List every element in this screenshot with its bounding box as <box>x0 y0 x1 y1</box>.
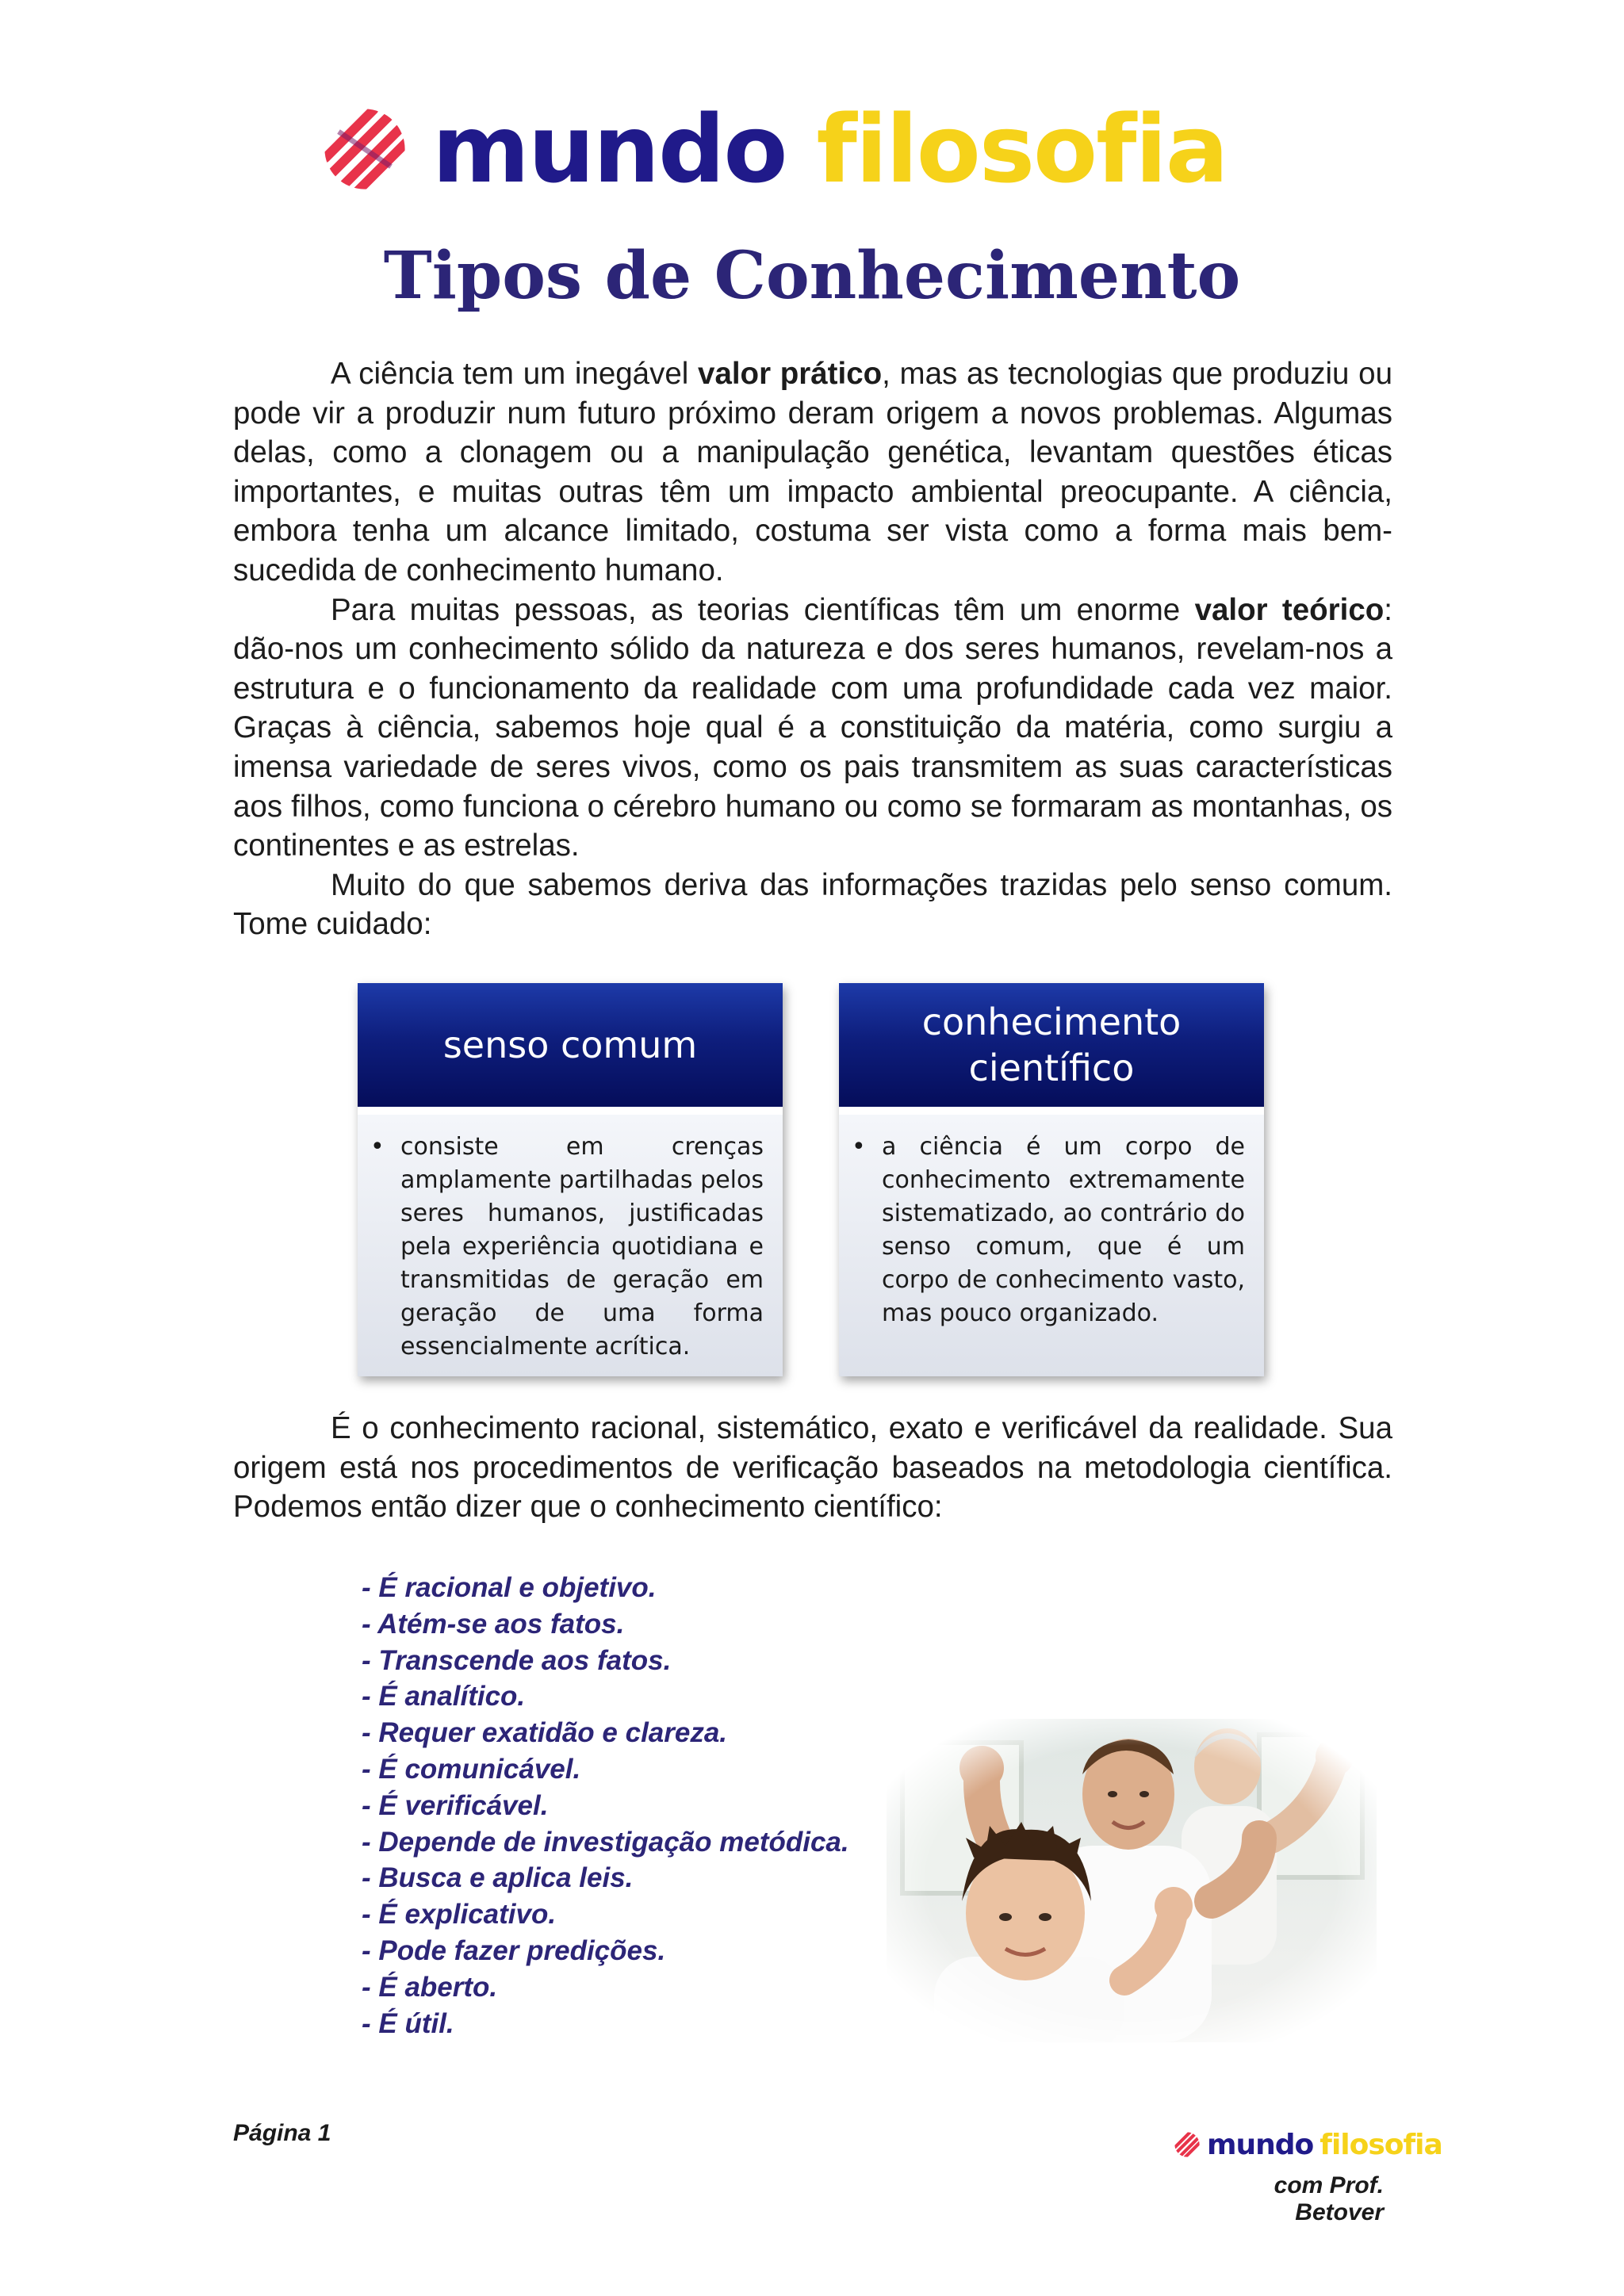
footer-credit: com Prof. Betover <box>1274 2172 1384 2225</box>
list-item: - É racional e objetivo. <box>362 1572 657 1603</box>
footer-logo-word-mundo: mundo <box>1207 2128 1314 2161</box>
logo-word-mundo: mundo <box>432 94 787 204</box>
list-item: - Requer exatidão e clareza. <box>362 1717 728 1749</box>
list-item: - Pode fazer predições. <box>362 1934 666 1966</box>
list-item: - É verificável. <box>362 1789 549 1821</box>
list-item: - É útil. <box>362 2007 454 2039</box>
scientific-knowledge-text <box>233 1409 1392 1527</box>
list-item: - Depende de investigação metódica. <box>362 1826 849 1858</box>
card-body <box>358 1115 783 1376</box>
card-senso-comum <box>358 983 783 1376</box>
traits-list <box>362 1570 849 2042</box>
paragraph-definicao: É o conhecimento racional, sistemático, exato e verificável da realidade. Sua origem está nos procedimentos de verificação baseados na metodologia científica. Podemos então dizer que o conhecimento científico: <box>233 1411 1392 1525</box>
list-item: - Transcende aos fatos. <box>362 1644 672 1676</box>
card-bullet: • a ciência é um corpo de conhecimento extremamente sistematizado, ao contrário do senso comum, que é um corpo de conhecimento vasto, mas pouco organizado. <box>871 1131 1245 1330</box>
card-body <box>839 1115 1264 1376</box>
list-item: - Atém-se aos fatos. <box>362 1608 625 1640</box>
footer-logo <box>1174 2125 1442 2164</box>
photo-illustration <box>887 1719 1377 2042</box>
list-item: - Busca e aplica leis. <box>362 1862 634 1894</box>
card-bullet: • consiste em crenças amplamente partilhadas pelos seres humanos, justificadas pela experiência quotidiana e transmitidas de geração em geração de uma forma essencialmente acrítica. <box>389 1131 764 1364</box>
bold-valor-teorico: valor teórico <box>1194 592 1385 627</box>
family-flexing-photo <box>887 1719 1377 2042</box>
list-item: - É comunicável. <box>362 1753 581 1785</box>
list-item: - É explicativo. <box>362 1899 557 1931</box>
card-title: conhecimento científico <box>839 983 1264 1107</box>
list-item: - É aberto. <box>362 1971 498 2003</box>
header-logo <box>321 94 1304 205</box>
bold-valor-pratico: valor prático <box>698 357 883 391</box>
page-title: Tipos de Conhecimento <box>383 238 1241 314</box>
logo-word-filosofia: filosofia <box>816 94 1228 204</box>
paragraph-senso-comum: Muito do que sabemos deriva das informações trazidas pelo senso comum. Tome cuidado: <box>233 867 1392 942</box>
card-title: senso comum <box>358 983 783 1107</box>
card-conhecimento-cientifico <box>839 983 1264 1376</box>
footer-logo-word-filosofia: filosofia <box>1320 2128 1442 2161</box>
paragraph-valor-teorico: Para muitas pessoas, as teorias científicas têm um enorme valor teórico: dão-nos um conhecimento sólido da natureza e dos seres humanos, revelam-nos a estrutura e o funcionamento da realidade com uma profundidade cada vez maior. Graças à ciência, sabemos hoje qual é a constituição da matéria, como surgiu a imensa variedade de seres vivos, como os pais transmitem as suas características aos filhos, como funciona o cérebro humano ou como se formaram as montanhas, os continentes e as estrelas. <box>233 592 1392 863</box>
intro-text <box>233 354 1392 944</box>
footer-logo-mark-icon <box>1174 2131 1201 2158</box>
page-number: Página 1 <box>233 2120 331 2146</box>
paragraph-valor-pratico: A ciência tem um inegável valor prático, mas as tecnologias que produziu ou pode vir a produzir num futuro próximo deram origem a novos problemas. Algumas delas, como a clonagem ou a manipulação genética, levantam questões éticas importantes, e muitas outras têm um impacto ambiental preocupante. A ciência, embora tenha um alcance limitado, costuma ser vista como a forma mais bem-sucedida de conhecimento humano. <box>233 357 1392 587</box>
logo-mark-icon <box>321 105 408 193</box>
list-item: - É analítico. <box>362 1681 526 1712</box>
